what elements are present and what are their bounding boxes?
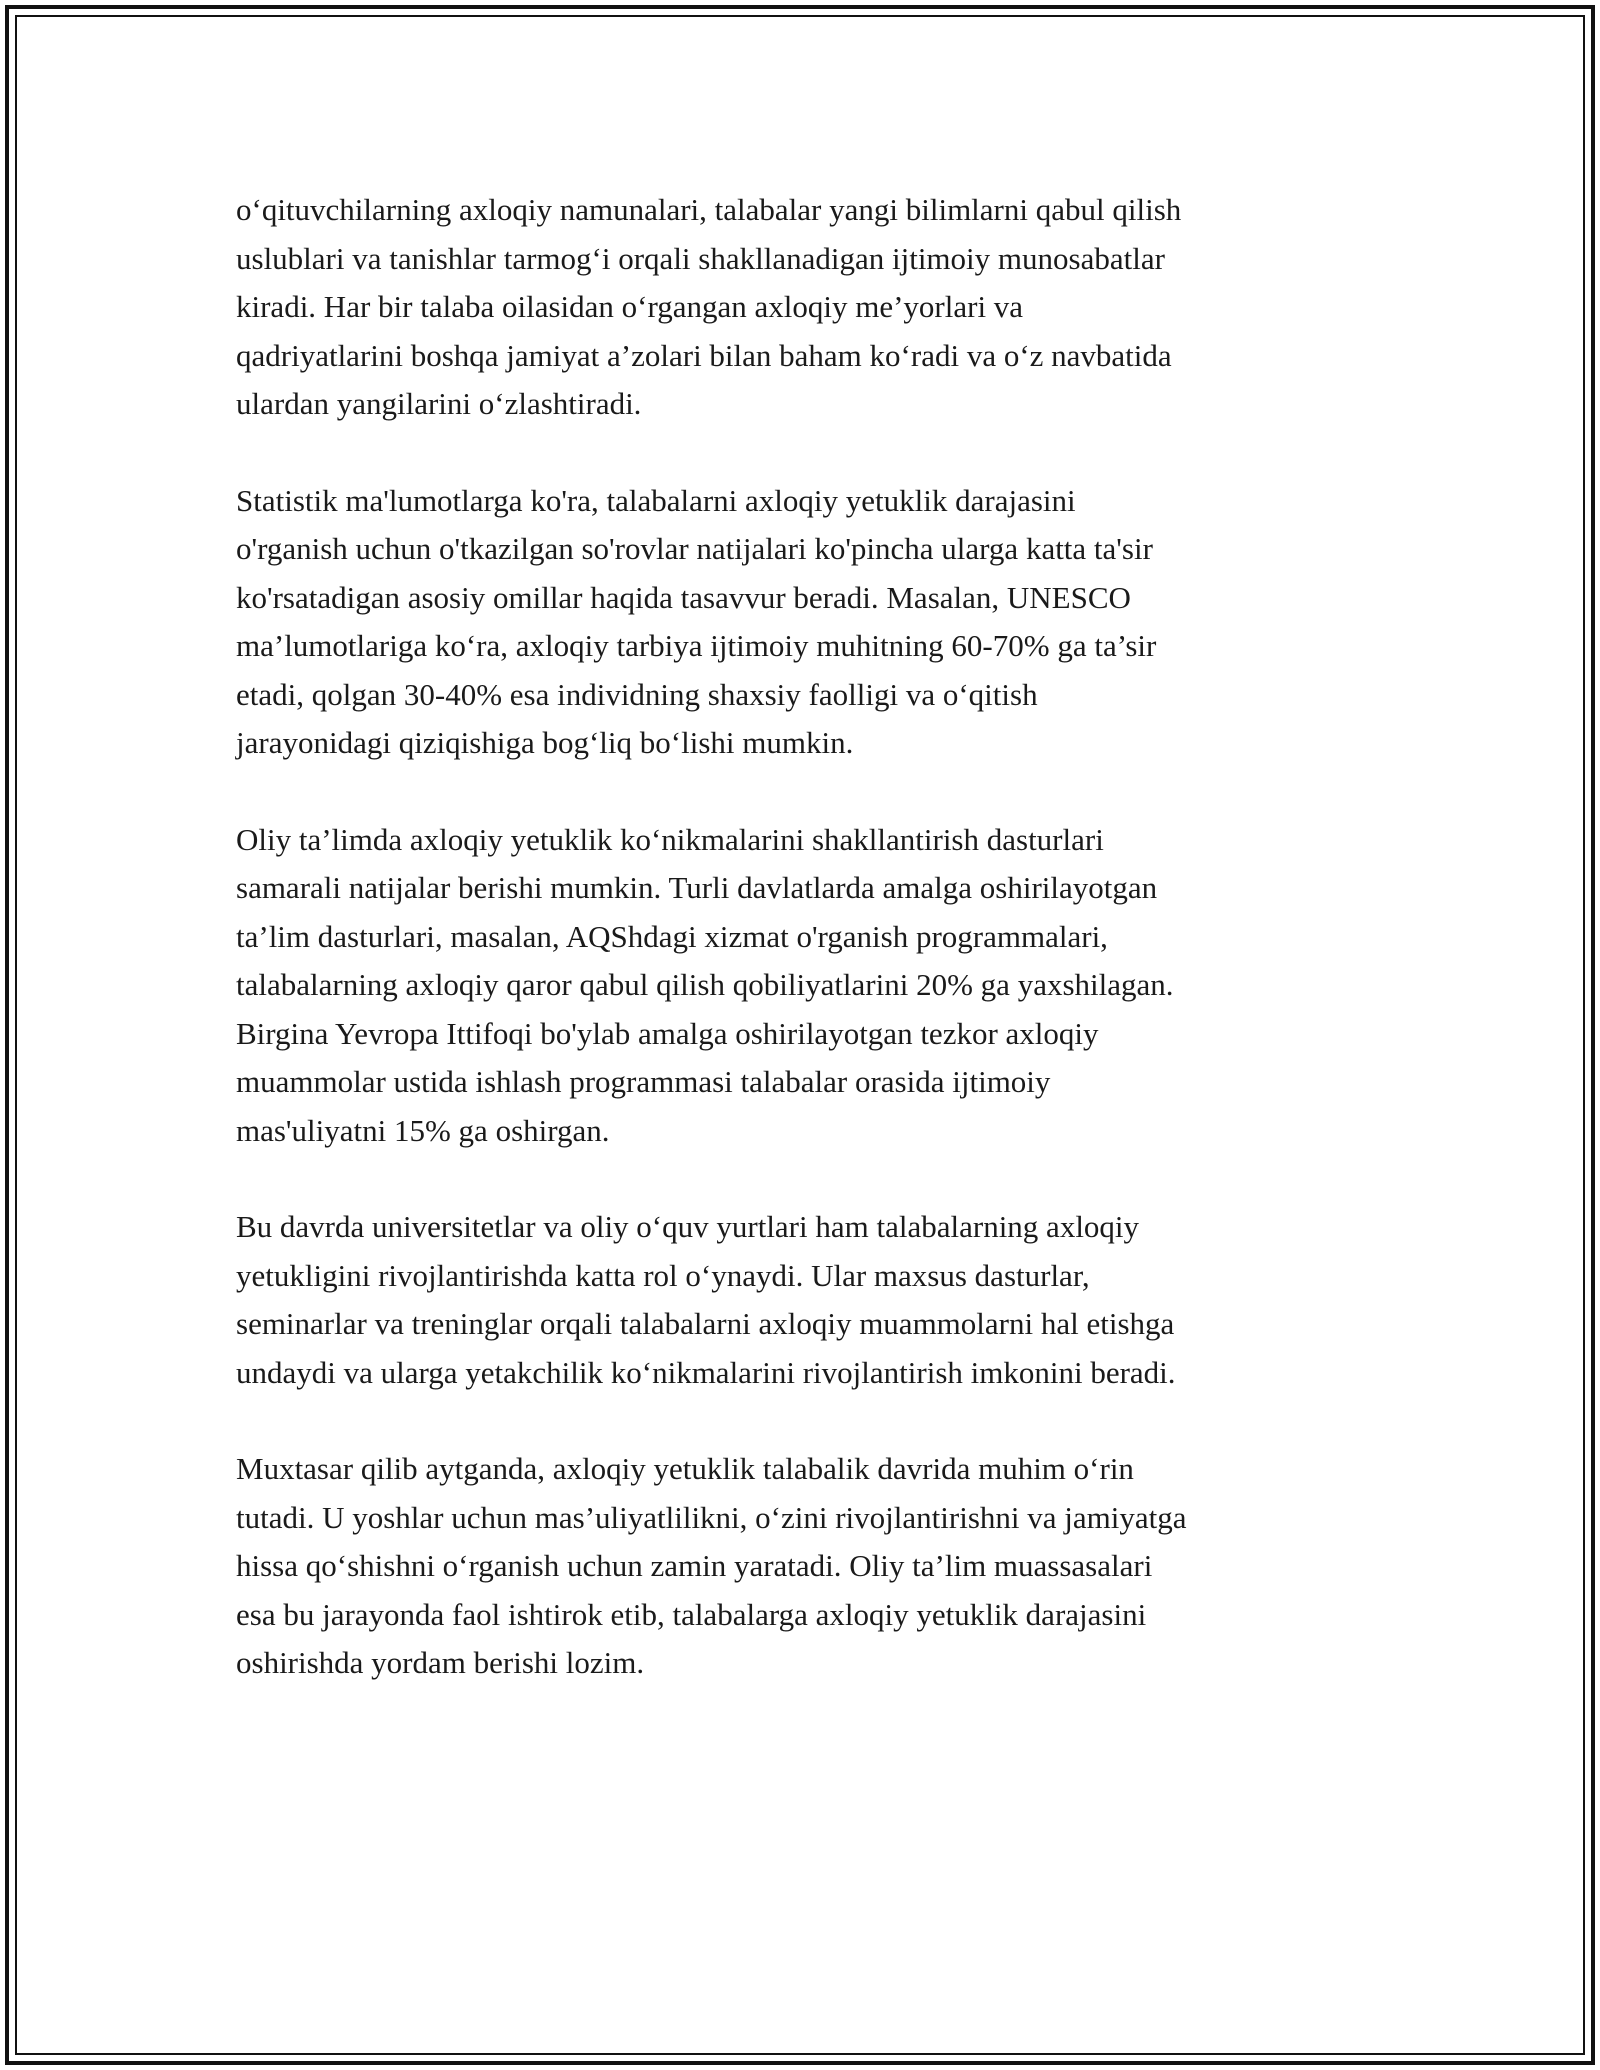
- text-line: etadi, qolgan 30-40% esa individning shaxsiy faolligi va o‘qitish: [236, 676, 1038, 712]
- text-line: muammolar ustida ishlash programmasi talabalar orasida ijtimoiy: [236, 1064, 1051, 1099]
- text-line: tutadi. U yoshlar uchun mas’uliyatlilikni, o‘zini rivojlantirishni va jamiyatga: [236, 1499, 1187, 1535]
- text-line: ta’lim dasturlari, masalan, AQShdagi xizmat o'rganish programmalari,: [236, 918, 1108, 954]
- text-line: talabalarning axloqiy qaror qabul qilish qobiliyatlarini 20% ga yaxshilagan.: [236, 967, 1174, 1002]
- paragraph-2: [236, 477, 1376, 768]
- text-line: kiradi. Har bir talaba oilasidan o‘rgangan axloqiy me’yorlari va: [236, 289, 1024, 324]
- text-line: ulardan yangilarini o‘zlashtiradi.: [236, 386, 642, 421]
- text-line: seminarlar va treninglar orqali talabalarni axloqiy muammolarni hal etishga: [236, 1306, 1175, 1341]
- paragraph-1: [236, 186, 1376, 429]
- text-line: o'rganish uchun o'tkazilgan so'rovlar natijalari ko'pincha ularga katta ta'sir: [236, 531, 1153, 566]
- text-line: esa bu jarayonda faol ishtirok etib, talabalarga axloqiy yetuklik darajasini: [236, 1596, 1147, 1632]
- text-line: hissa qo‘shishni o‘rganish uchun zamin yaratadi. Oliy ta’lim muassasalari: [236, 1548, 1153, 1583]
- text-line: Oliy ta’limda axloqiy yetuklik ko‘nikmalarini shakllantirish dasturlari: [236, 821, 1104, 857]
- text-line: uslublari va tanishlar tarmog‘i orqali shakllanadigan ijtimoiy munosabatlar: [236, 240, 1165, 276]
- paragraph-3: [236, 816, 1376, 1156]
- text-line: Statistik ma'lumotlarga ko'ra, talabalarni axloqiy yetuklik darajasini: [236, 482, 1076, 518]
- text-line: jarayonidagi qiziqishiga bog‘liq bo‘lishi mumkin.: [236, 725, 854, 760]
- text-line: Muxtasar qilib aytganda, axloqiy yetuklik talabalik davrida muhim o‘rin: [236, 1451, 1134, 1486]
- text-line: mas'uliyatni 15% ga oshirgan.: [236, 1112, 610, 1148]
- text-line: qadriyatlarini boshqa jamiyat a’zolari bilan baham ko‘radi va o‘z navbatida: [236, 337, 1172, 373]
- text-line: ma’lumotlariga ko‘ra, axloqiy tarbiya ijtimoiy muhitning 60-70% ga ta’sir: [236, 628, 1157, 663]
- text-line: samarali natijalar berishi mumkin. Turli davlatlarda amalga oshirilayotgan: [236, 870, 1158, 905]
- paragraph-5: [236, 1445, 1376, 1688]
- document-body: [236, 186, 1376, 1736]
- text-line: yetukligini rivojlantirishda katta rol o‘ynaydi. Ular maxsus dasturlar,: [236, 1257, 1090, 1293]
- paragraph-4: [236, 1203, 1376, 1397]
- text-line: Bu davrda universitetlar va oliy o‘quv yurtlari ham talabalarning axloqiy: [236, 1209, 1140, 1244]
- text-line: oshirishda yordam berishi lozim.: [236, 1645, 645, 1680]
- text-line: o‘qituvchilarning axloqiy namunalari, talabalar yangi bilimlarni qabul qilish: [236, 192, 1182, 227]
- text-line: undaydi va ularga yetakchilik ko‘nikmalarini rivojlantirish imkonini beradi.: [236, 1354, 1176, 1390]
- text-line: Birgina Yevropa Ittifoqi bo'ylab amalga oshirilayotgan tezkor axloqiy: [236, 1015, 1099, 1051]
- text-line: ko'rsatadigan asosiy omillar haqida tasavvur beradi. Masalan, UNESCO: [236, 579, 1131, 615]
